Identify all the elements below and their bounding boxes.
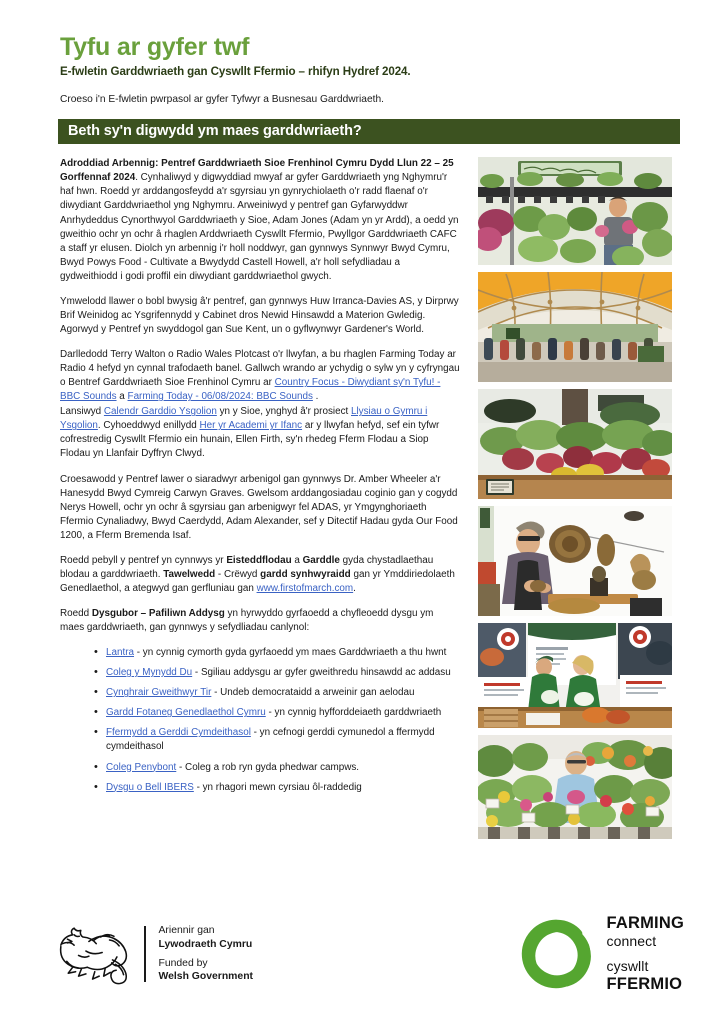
list-item: [94, 666, 460, 680]
link-llysiau-o-gymru-i-ysgolion[interactable]: Llysiau o Gymru i Ysgolion: [60, 406, 428, 432]
photo-produce-display: [478, 389, 672, 499]
list-item: [94, 726, 460, 754]
link-country-focus[interactable]: Country Focus - Diwydiant sy'n Tyfu! - BBC Sounds: [60, 377, 441, 403]
list-item-text: - Coleg a rob ryn gyda phedwar campws.: [176, 761, 360, 773]
term-garddle: Garddle: [302, 554, 340, 566]
paragraph-lead: [60, 157, 460, 284]
education-text-a: Roedd: [60, 608, 92, 619]
link-gardd-fotaneg-genedlaethol-cymru[interactable]: Gardd Fotaneg Genedlaethol Cymru: [106, 707, 266, 719]
photo-stand-exhibitors: [478, 623, 672, 728]
photo-marquee-dome: [478, 272, 672, 382]
list-item-text: - Sgiliau addysgu ar gyfer gweithredu hinsawdd ac addasu: [192, 667, 451, 679]
link-her-yr-academi-yr-ifanc[interactable]: Her yr Academi yr Ifanc: [199, 420, 303, 432]
institution-list: [60, 646, 460, 795]
welsh-dragon-icon: [56, 923, 138, 985]
list-item-text: - yn cynnig hyfforddeiaeth garddwriaeth: [265, 707, 442, 719]
lead-heading: Adroddiad Arbennig: Pentref Garddwriaeth Sioe Frenhinol Cymru Dydd Llun 22 – 25 Gorffennaf 2024: [60, 158, 454, 184]
farming-connect-swirl-icon: [519, 917, 593, 991]
tents-text-c: gyda chystadlaethau blodau a garddwriaeth.: [60, 554, 434, 580]
page-footer: [0, 906, 724, 1002]
link-lantra[interactable]: Lantra: [106, 647, 135, 659]
link-coleg-y-mynydd-du[interactable]: Coleg y Mynydd Du: [106, 667, 193, 679]
media-text-b: a: [116, 391, 128, 403]
farming-connect-logo: [519, 914, 684, 994]
photo-column: [478, 157, 672, 839]
term-dysgubor: Dysgubor – Pafiliwn Addysg: [91, 608, 225, 619]
paragraph-visitors: Ymwelodd llawer o bobl bwysig â'r pentref, gan gynnwys Huw Irranca-Davies AS, y Dirprwy Brif Weinidog ac Ysgrifennydd y Cabinet dros Newid Hinsawdd a Materion Gwledig. Agorwyd y Pentref yn swyddogol gan Sue Kent, un o gyflwynwyr Gardener's World.: [60, 295, 459, 335]
list-item-text: - Undeb democrataidd a arweinir gan aelodau: [211, 687, 415, 699]
launch-text-d: ar y llwyfan hefyd, sef ein tyfwr cofrestredig Cyswllt Ffermio ein hunain, Ellen Firth, sy'n rhedeg Fferm Flodau a Siop Flodau yn Llanfair Dyffryn Clwyd.: [60, 420, 440, 460]
list-item: [94, 686, 460, 700]
launch-text-b: yn y Sioe, ynghyd â'r prosiect: [216, 406, 351, 418]
term-gardd-synhwyraidd: gardd synhwyraidd: [260, 568, 351, 580]
welsh-government-text: [159, 924, 254, 985]
list-item-text: - yn rhagori mewn cyrsiau ôl-raddedig: [193, 781, 362, 793]
list-item: [94, 646, 460, 660]
paragraph-education: [60, 607, 460, 635]
page-header: [0, 0, 724, 105]
paragraph-launches: [60, 405, 460, 461]
page-subtitle: E-fwletin Garddwriaeth gan Cyswllt Ffermio – rhifyn Hydref 2024.: [60, 65, 411, 79]
welsh-gov-en: Welsh Government: [158, 971, 253, 983]
link-cynghrair-gweithwyr-tir[interactable]: Cynghrair Gweithwyr Tir: [106, 687, 212, 699]
tents-text-a: Roedd pebyll y pentref yn cynnwys yr: [60, 554, 227, 566]
funded-by-cy: Ariennir gan: [158, 924, 215, 936]
fc-connect: connect: [606, 933, 657, 950]
link-dysgu-o-bell-ibers[interactable]: Dysgu o Bell IBERS: [106, 781, 194, 793]
body-content: [0, 144, 724, 839]
list-item: [94, 706, 460, 720]
list-item-text: - yn cefnogi gerddi cymunedol a ffermydd cymdeithasol: [106, 727, 435, 753]
photo-flower-grower: [478, 735, 672, 839]
welsh-government-logo: [56, 923, 253, 985]
media-text-c: .: [312, 391, 319, 403]
photo-craft-demonstration: [478, 506, 672, 616]
paragraph-tents: [60, 554, 460, 596]
list-item: [94, 781, 460, 795]
launch-text-a: Lansiwyd: [60, 406, 104, 418]
text-column: [60, 157, 472, 800]
link-farming-today[interactable]: Farming Today - 06/08/2024: BBC Sounds: [127, 391, 313, 403]
tents-text-d: - Crëwyd: [215, 568, 261, 580]
farming-connect-text: [607, 914, 684, 994]
page-title: Tyfu ar gyfer twf: [60, 33, 250, 61]
logo-divider: [144, 926, 146, 982]
intro-text: Croeso i'n E-fwletin pwrpasol ar gyfer Tyfwyr a Busnesau Garddwriaeth.: [60, 94, 384, 106]
paragraph-media: [60, 348, 460, 404]
link-ffermydd-a-gerddi-cymdeithasol[interactable]: Ffermydd a Gerddi Cymdeithasol: [106, 727, 251, 739]
tents-text-b: a: [291, 554, 303, 566]
education-text-b: yn hyrwyddo gyrfaoedd a chyfleoedd dysgu ym maes garddwriaeth, gan gynnwys y sefydliadau canlynol:: [60, 608, 434, 634]
fc-cyswllt: cyswllt: [606, 958, 649, 974]
lead-body: . Cynhaliwyd y digwyddiad mwyaf ar gyfer Garddwriaeth yng Nghymru'r haf hwn. Roedd yr arddangosfeydd a'r sgyrsiau yn gynrychiolaeth o'r radd flaenaf o'r diwydiant Garddwriaethol yng Nghymru. Arweiniwyd y pentref gan Gyfarwyddwr Anrhydeddus Cynorthwyol Garddwriaeth y Sioe, Adam Jones (Adam yn yr Ardd), a oedd yn gweithio ochr yn ochr â rhaglen Arddwriaeth Cyswllt Ffermio, Pwyllgor Garddwriaeth CAFC a staff yr elusen. Diolch yn arbennig i'r holl noddwyr, gan gynnwys Synnwyr Bwyd Cymru, Bwyd Powys Food - Cultivate a Bwydydd Castell Howell, a'r holl sefydliadau a gydweithiodd i godi proffil ein diwydiant garddwriaethol gwych.: [60, 172, 459, 282]
tents-text-f: .: [353, 582, 356, 594]
term-tawelwedd: Tawelwedd: [163, 568, 216, 580]
fc-ffermio: FFERMIO: [606, 974, 683, 993]
funded-by-en: Funded by: [158, 957, 208, 969]
welsh-gov-cy: Lywodraeth Cymru: [158, 938, 253, 950]
photo-show-garden-stall: [478, 157, 672, 265]
paragraph-speakers: Croesawodd y Pentref lawer o siaradwyr arbenigol gan gynnwys Dr. Amber Wheeler a'r Hanesydd Bwyd Cymreig Carwyn Graves. Gwelsom arddangosiadau coginio gan y cogydd Nerys Howell, ochr yn ochr â sgyrsiau gan arbenigwyr fel ADAS, yr Ymgynghoriaeth Ffermio Cynaliadwy, Bwyd Caerdydd, Adam Alexander, sef y Ditectif Hadau gyda Our Food 1200, a Fferm Bremenda Isaf.: [60, 473, 458, 541]
section-banner: Beth sy'n digwydd ym maes garddwriaeth?: [58, 119, 680, 144]
term-eisteddflodau: Eisteddflodau: [226, 554, 292, 566]
link-calendr-garddio-ysgolion[interactable]: Calendr Garddio Ysgolion: [103, 406, 217, 418]
tents-text-e: gan yr Ymddiriedolaeth Genedlaethol, a ategwyd gan gerfluniau gan: [60, 568, 455, 594]
fc-farming: FARMING: [606, 914, 684, 933]
link-firstofmarch[interactable]: www.firstofmarch.com: [256, 582, 354, 594]
launch-text-c: . Cyhoeddwyd enillydd: [97, 420, 200, 432]
media-text-a: Darlledodd Terry Walton o Radio Wales Plotcast o'r llwyfan, a bu rhaglen Farming Today ar Radio 4 hefyd yn cynnal trafodaeth banel. Gallwch wrando ar ychydig o sylw yn y cyfryngau o Bentref Garddwriaeth Sioe Frenhinol Cymru ar: [60, 349, 460, 389]
link-coleg-penybont[interactable]: Coleg Penybont: [106, 761, 177, 773]
list-item: [94, 761, 460, 775]
list-item-text: - yn cynnig cymorth gyda gyrfaoedd ym maes Garddwriaeth a thu hwnt: [134, 647, 447, 659]
